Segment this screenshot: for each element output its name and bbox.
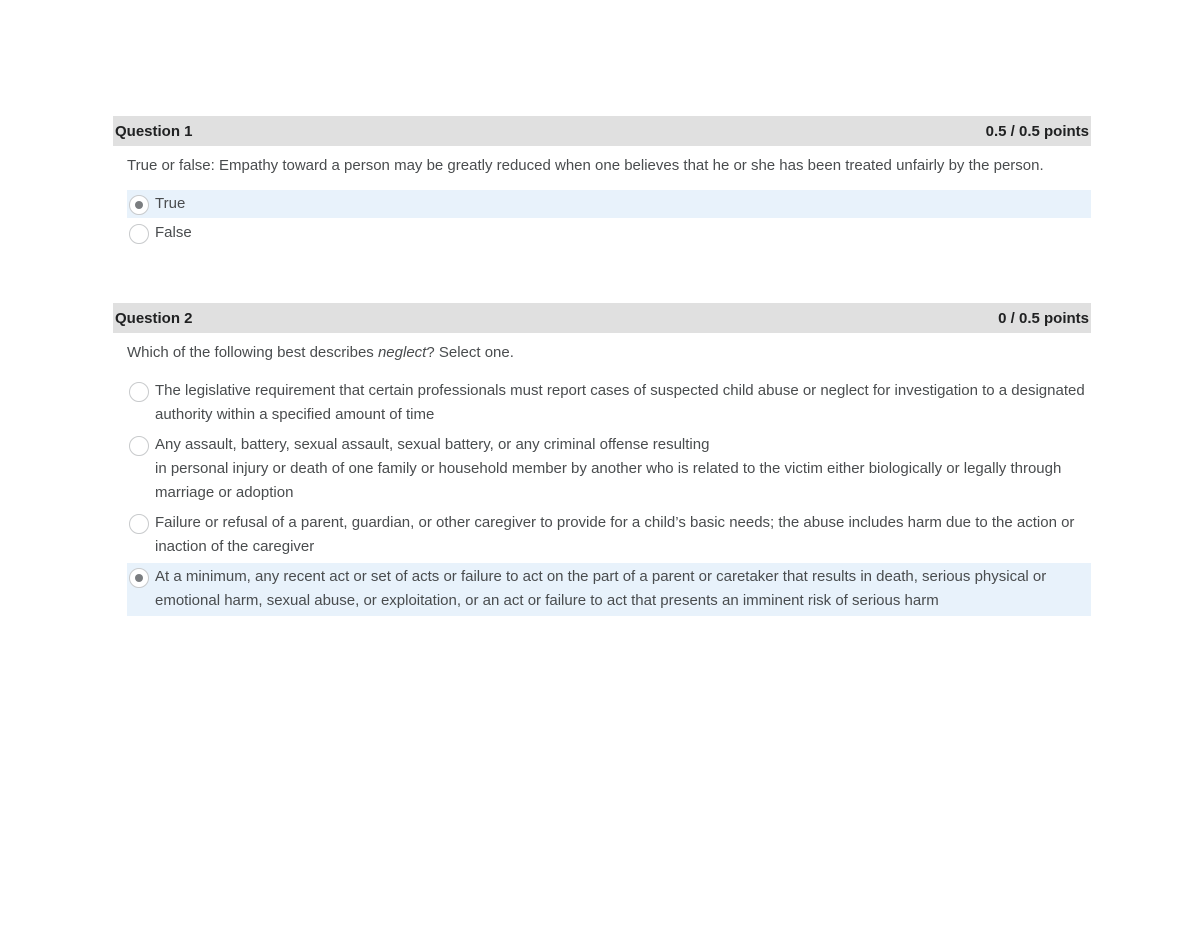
question-prompt [127, 341, 1091, 365]
option-label: False [155, 224, 192, 241]
prompt-text: Which of the following best describes [127, 344, 378, 361]
option-a[interactable] [127, 377, 1091, 430]
option-label: At a minimum, any recent act or set of acts or failure to act on the part of a parent or caretaker that results in death, serious physical or emotional harm, sexual abuse, or exploitation, or an act or failure to act that presents an imminent risk of serious harm [155, 568, 1047, 609]
option-b[interactable] [127, 431, 1091, 508]
question-2 [113, 303, 1091, 617]
option-label-line-1: Any assault, battery, sexual assault, sexual battery, or any criminal offense resulting [155, 436, 710, 453]
option-label-line-2: in personal injury or death of one family or household member by another who is related to the victim either biologically or legally through marriage or adoption [155, 460, 1062, 501]
question-1 [113, 116, 1091, 248]
option-label: The legislative requirement that certain professionals must report cases of suspected child abuse or neglect for investigation to a designated authority within a specified amount of time [155, 382, 1085, 423]
radio-empty-icon[interactable] [129, 224, 149, 244]
question-header [113, 116, 1091, 146]
radio-empty-icon[interactable] [129, 436, 149, 456]
option-false[interactable] [127, 219, 1091, 247]
option-d[interactable] [127, 563, 1091, 616]
prompt-emphasis: neglect [377, 344, 427, 361]
question-score: 0.5 / 0.5 points [985, 122, 1089, 140]
option-label: True [155, 195, 186, 212]
option-c[interactable] [127, 509, 1091, 562]
prompt-text-end: ? Select one. [426, 344, 514, 361]
radio-empty-icon[interactable] [129, 382, 149, 402]
question-title: Question 2 [115, 309, 193, 327]
option-true[interactable] [127, 190, 1091, 218]
option-label [155, 433, 1091, 505]
question-score: 0 / 0.5 points [998, 309, 1089, 327]
question-header [113, 303, 1091, 333]
answer-options [127, 377, 1091, 616]
question-title: Question 1 [115, 122, 193, 140]
radio-selected-icon[interactable] [129, 195, 149, 215]
question-prompt: True or false: Empathy toward a person may be greatly reduced when one believes that he or she has been treated unfairly by the person. [127, 157, 1044, 174]
radio-empty-icon[interactable] [129, 514, 149, 534]
radio-selected-icon[interactable] [129, 568, 149, 588]
answer-options [127, 190, 1091, 247]
option-label: Failure or refusal of a parent, guardian, or other caregiver to provide for a child’s basic needs; the abuse includes harm due to the action or inaction of the caregiver [155, 514, 1075, 555]
